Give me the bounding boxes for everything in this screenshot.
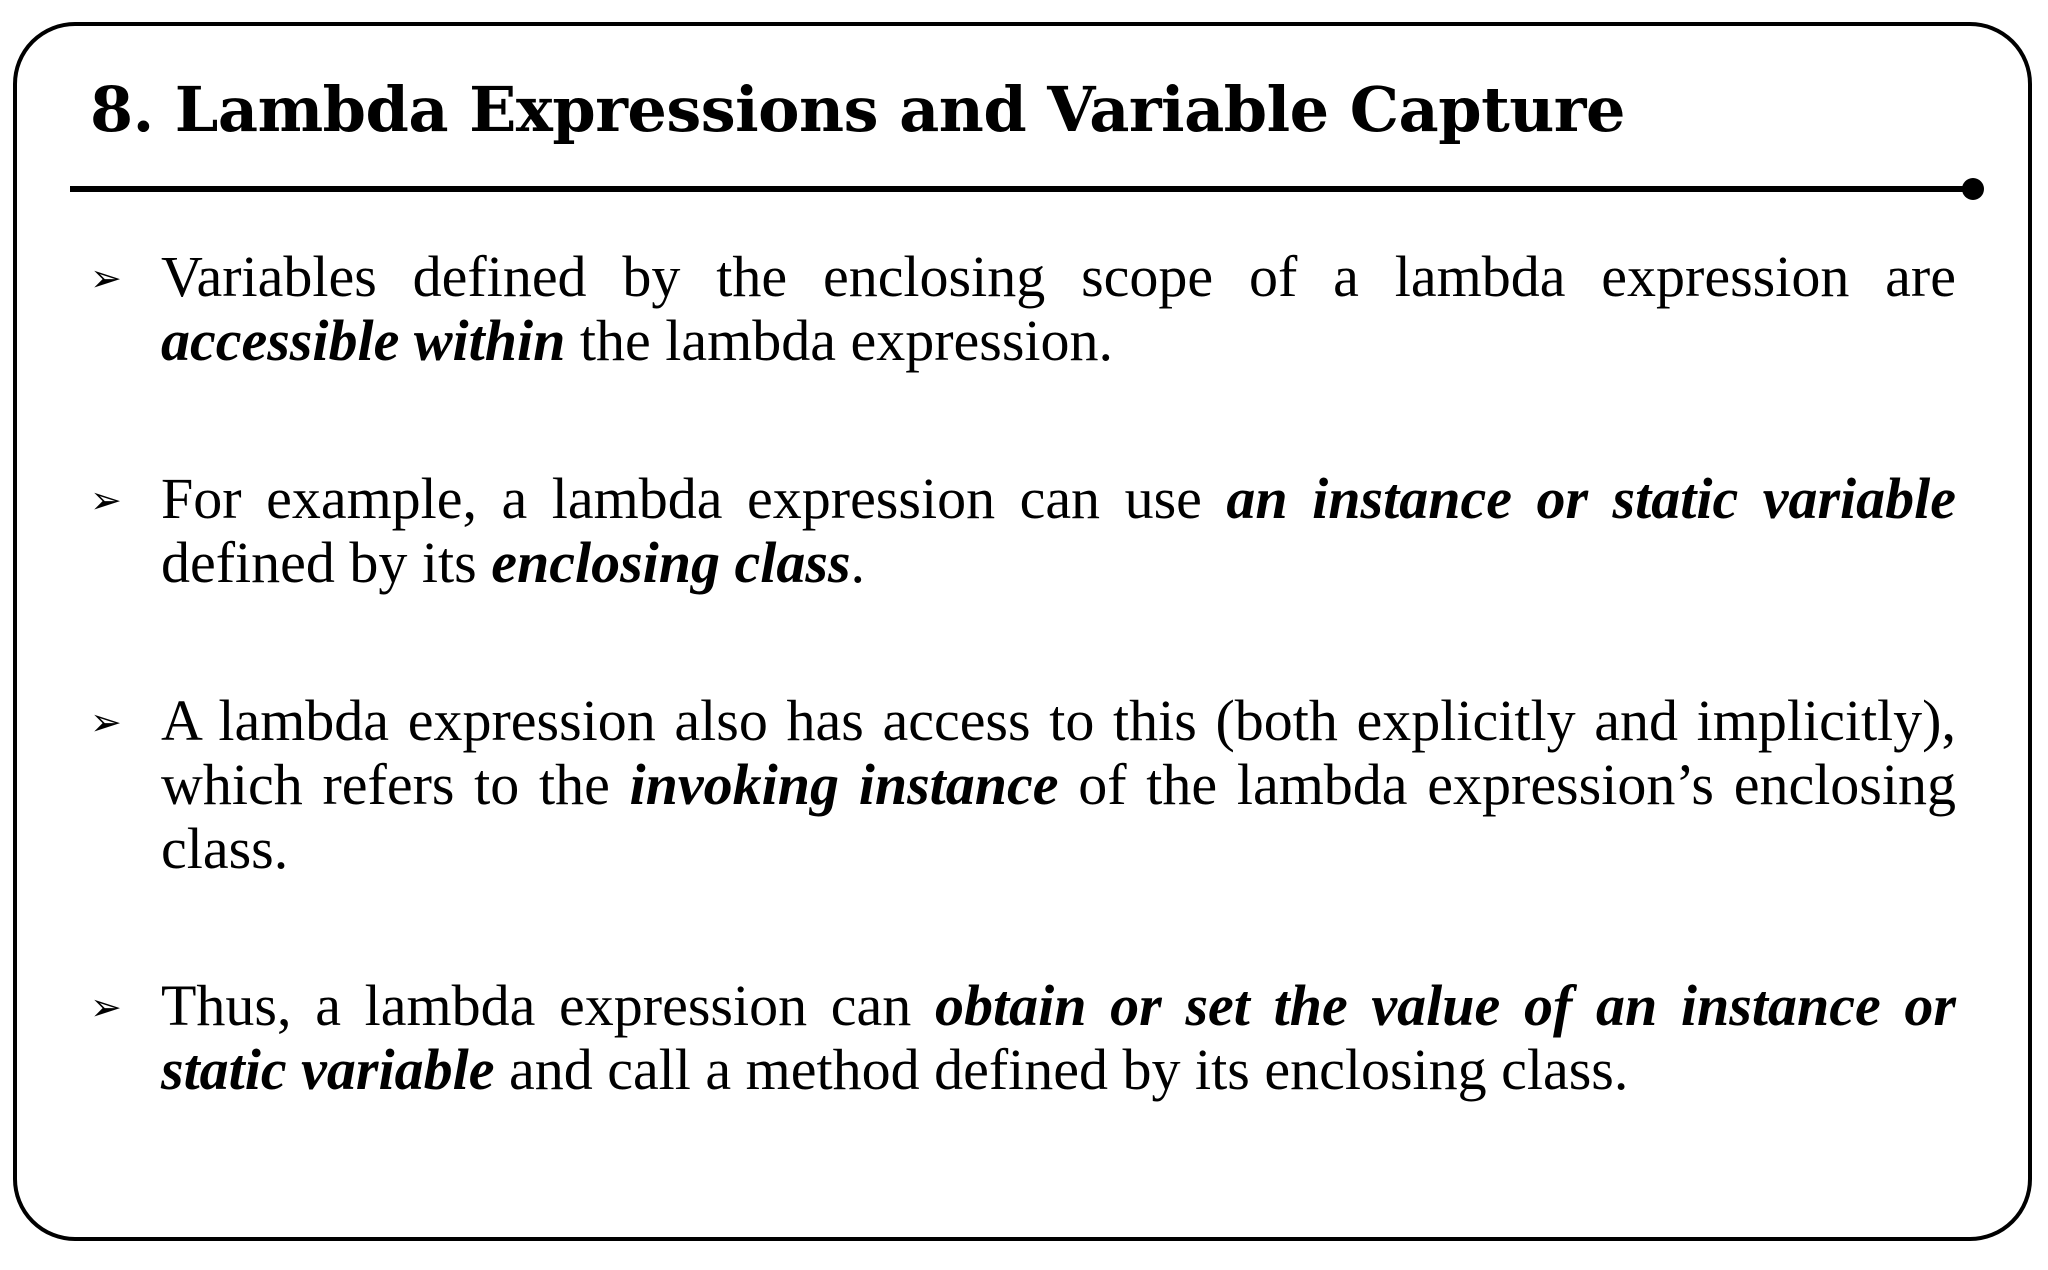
arrow-head-bullet-icon: ➢ [90, 478, 122, 522]
bullet-text [161, 245, 1956, 373]
bullet-text-segment: For example, a lambda expression can use [161, 466, 1227, 531]
bullet-text-segment: . [850, 530, 866, 595]
bullet-emphasis: accessible within [161, 308, 566, 373]
bullet-emphasis: an instance or static variable [1226, 466, 1956, 531]
bullet-emphasis: invoking instance [629, 752, 1059, 817]
bullet-text [161, 974, 1956, 1102]
bullet-emphasis: enclosing class [491, 530, 851, 595]
bullet-text-segment: of the lambda expression’s enclosing class. [161, 752, 1956, 881]
bullet-text-segment: and call a method defined by its enclosing class. [494, 1037, 1629, 1102]
arrow-head-bullet-icon: ➢ [90, 985, 122, 1029]
bullet-text [161, 689, 1956, 881]
bullet-text-segment: Variables defined by the enclosing scope of a lambda expression are [161, 244, 1956, 309]
bullet-emphasis: obtain or set the value of an instance or static variable [161, 973, 1956, 1102]
bullet-text-segment: Thus, a lambda expression can [161, 973, 935, 1038]
bullet-text [161, 467, 1956, 595]
bullet-text-segment: the lambda expression. [565, 308, 1114, 373]
bullet-text-segment: A lambda expression also has access to this (both explicitly and implicitly), which refers to the [161, 688, 1956, 817]
arrow-head-bullet-icon: ➢ [90, 256, 122, 300]
bullet-text-segment: defined by its [161, 530, 492, 595]
slide-title: 8. Lambda Expressions and Variable Capture [90, 73, 1625, 146]
arrow-head-bullet-icon: ➢ [90, 700, 122, 744]
